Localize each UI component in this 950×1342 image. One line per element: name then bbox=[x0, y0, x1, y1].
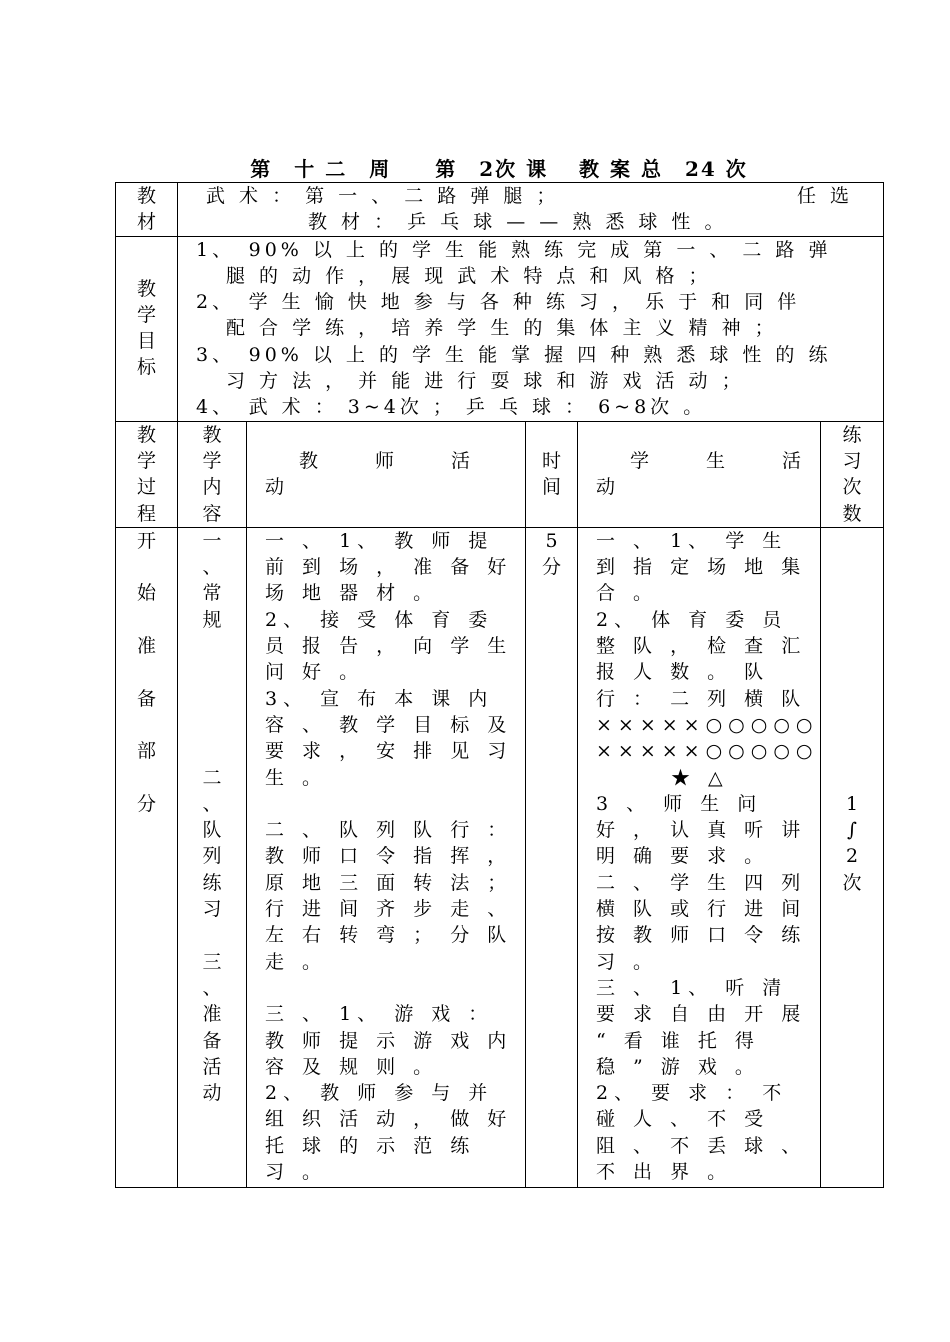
teacher-line: 前 到 场 ， 准 备 好 bbox=[265, 556, 513, 579]
lesson-title: 第 十 二 周 第 2次 课 教 案 总 24 次 bbox=[250, 157, 748, 181]
teacher-line: 员 报 告 ， 向 学 生 bbox=[265, 635, 513, 658]
material-label: 教 材 bbox=[116, 183, 178, 237]
content-line: 列 bbox=[202, 845, 222, 868]
objectives-label: 教 学 目 标 bbox=[116, 236, 178, 421]
student-line: 3 、 师 生 问 bbox=[596, 792, 763, 815]
teacher-line: 教 师 提 示 游 戏 内 bbox=[265, 1029, 513, 1052]
count-line bbox=[821, 659, 883, 685]
content-line: 、 bbox=[202, 792, 222, 815]
student-line: 按 教 师 口 令 练 bbox=[596, 924, 807, 947]
count-line bbox=[821, 686, 883, 712]
objective-2: 2、 学 生 愉 快 地 参 与 各 种 练 习 ， 乐 于 和 同 伴 bbox=[196, 291, 801, 314]
content-line bbox=[178, 712, 246, 738]
time-line: 5 bbox=[545, 529, 558, 552]
count-line: ∫ bbox=[847, 819, 857, 842]
teacher-line: 生 。 bbox=[265, 766, 328, 789]
time-value bbox=[526, 527, 578, 1187]
material-content bbox=[178, 183, 884, 237]
teacher-line: 2、 教 师 参 与 并 bbox=[265, 1082, 494, 1105]
header-count: 练 习 次 数 bbox=[821, 421, 884, 527]
count-line bbox=[821, 580, 883, 606]
student-line: “ 看 谁 托 得 bbox=[596, 1029, 760, 1052]
student-line: 一 、 1、 学 生 bbox=[596, 529, 788, 552]
content-line: 准 bbox=[202, 1003, 222, 1026]
stage-line bbox=[116, 765, 177, 791]
material-line-1: 武 术 ： 第 一 、 二 路 弹 腿 ； bbox=[206, 185, 560, 207]
student-line: 稳 ” 游 戏 。 bbox=[596, 1055, 760, 1078]
teacher-line: 要 求 ， 安 排 见 习 bbox=[265, 740, 513, 763]
content-line bbox=[178, 633, 246, 659]
objective-1: 1、 90% 以 上 的 学 生 能 熟 练 完 成 第 一 、 二 路 弹 bbox=[196, 238, 832, 261]
objective-4: 4、 武 术 ： 3~4次 ； 乒 乓 球 ： 6~8次 。 bbox=[196, 396, 707, 419]
student-line: 习 。 bbox=[596, 950, 659, 973]
student-line: 碰 人 、 不 受 bbox=[596, 1108, 770, 1131]
count-line: 2 bbox=[845, 845, 859, 868]
student-line: ★ △ bbox=[596, 766, 729, 789]
content-line: 、 bbox=[202, 976, 222, 999]
teacher-line: 原 地 三 面 转 法 ； bbox=[265, 871, 513, 894]
teacher-activities bbox=[247, 527, 526, 1187]
content-line bbox=[178, 738, 246, 764]
teacher-line: 场 地 器 材 。 bbox=[265, 582, 439, 605]
teacher-line bbox=[265, 791, 517, 817]
header-time: 时 间 bbox=[526, 421, 578, 527]
count-line bbox=[821, 607, 883, 633]
student-line: 2、 体 育 委 员 bbox=[596, 608, 788, 631]
content-line: 三 bbox=[202, 950, 222, 973]
student-line: 横 队 或 行 进 间 bbox=[596, 898, 807, 921]
content-line: 队 bbox=[202, 819, 222, 842]
count-line: 1 bbox=[845, 792, 859, 815]
student-line: 行 ： 二 列 横 队 bbox=[596, 687, 807, 710]
stage-line: 始 bbox=[136, 582, 156, 605]
count-line bbox=[821, 712, 883, 738]
content-line: 动 bbox=[202, 1082, 222, 1105]
count-line bbox=[821, 765, 883, 791]
teacher-line: 左 右 转 弯 ； 分 队 bbox=[265, 924, 513, 947]
stage-line bbox=[116, 554, 177, 580]
student-line: 到 指 定 场 地 集 bbox=[596, 556, 807, 579]
teacher-line: 二 、 队 列 队 行 ： bbox=[265, 819, 513, 842]
stage-line: 开 bbox=[136, 529, 156, 552]
student-activities bbox=[578, 527, 821, 1187]
lesson-plan-table bbox=[115, 182, 884, 1188]
count-line bbox=[821, 554, 883, 580]
header-row bbox=[116, 421, 884, 527]
opening-section-row bbox=[116, 527, 884, 1187]
teacher-line: 一 、 1、 教 师 提 bbox=[265, 529, 494, 552]
stage-line: 备 bbox=[136, 687, 156, 710]
student-line: 不 出 界 。 bbox=[596, 1160, 733, 1183]
content-line: 、 bbox=[202, 556, 222, 579]
teacher-line: 问 好 。 bbox=[265, 661, 365, 684]
stage-line bbox=[116, 712, 177, 738]
teacher-line bbox=[265, 975, 517, 1001]
teacher-line: 容 及 规 则 。 bbox=[265, 1055, 439, 1078]
teacher-line: 走 。 bbox=[265, 950, 328, 973]
student-line: ×××××○○○○○ bbox=[596, 740, 819, 763]
student-line: 二 、 学 生 四 列 bbox=[596, 871, 807, 894]
student-line: 三 、 1、 听 清 bbox=[596, 976, 788, 999]
content-items bbox=[178, 527, 247, 1187]
stage-line bbox=[116, 659, 177, 685]
content-line bbox=[178, 922, 246, 948]
header-teacher: 教 师 活 动 bbox=[247, 421, 526, 527]
teacher-line: 教 师 口 令 指 挥 ， bbox=[265, 845, 513, 868]
teacher-line: 2、 接 受 体 育 委 bbox=[265, 608, 494, 631]
header-content: 教 学 内 容 bbox=[178, 421, 247, 527]
content-line: 活 bbox=[202, 1055, 222, 1078]
content-line bbox=[178, 659, 246, 685]
material-row bbox=[116, 183, 884, 237]
stage-line: 部 bbox=[136, 740, 156, 763]
student-line: 合 。 bbox=[596, 582, 659, 605]
objectives-list: 1、 90% 以 上 的 学 生 能 熟 练 完 成 第 一 、 二 路 弹 腿 的 动 作 ， 展 现 武 术 特 点 和 风 格 ； 2、 学 生 愉 快 地 参 与 各 种 练 习 ， 乐 于 和 同 伴 配 合 学 练 ， 培 养 学 生 的 集 体 主 义 精 神 ； 3、 90% 以 上 的 学 生 能 掌 握 四 种 熟 悉 球 性 的 练 习 方 法 ， 并 能 进 行 耍 球 和 游 戏 活 动 ； 4、 武 术 ： 3~4次 ； 乒 乓 球 ： 6~8次 。 bbox=[178, 236, 884, 421]
objectives-row bbox=[116, 236, 884, 421]
stage-line bbox=[116, 607, 177, 633]
student-line: 整 队 ， 检 查 汇 bbox=[596, 635, 807, 658]
stage-label bbox=[116, 527, 178, 1187]
count-line bbox=[821, 633, 883, 659]
teacher-line: 三 、 1、 游 戏 ： bbox=[265, 1003, 494, 1026]
count-line: 次 bbox=[842, 871, 862, 894]
teacher-line: 容 、 教 学 目 标 及 bbox=[265, 713, 513, 736]
content-line: 练 bbox=[202, 871, 222, 894]
time-line: 分 bbox=[541, 556, 561, 579]
material-line-2: 教 材 ： 乒 乓 球 — — 熟 悉 球 性 。 bbox=[308, 211, 728, 234]
count-line bbox=[821, 528, 883, 554]
content-line: 常 bbox=[202, 582, 222, 605]
student-line: 2、 要 求 ： 不 bbox=[596, 1082, 788, 1105]
material-optional: 任 选 bbox=[796, 185, 854, 207]
teacher-line: 组 织 活 动 ， 做 好 bbox=[265, 1108, 513, 1131]
content-line: 习 bbox=[202, 898, 222, 921]
teacher-line: 3、 宣 布 本 课 内 bbox=[265, 687, 494, 710]
count-line bbox=[821, 738, 883, 764]
student-line: ×××××○○○○○ bbox=[596, 713, 819, 736]
teacher-line: 托 球 的 示 范 练 bbox=[265, 1134, 476, 1157]
content-line: 二 bbox=[202, 766, 222, 789]
student-line: 要 求 自 由 开 展 bbox=[596, 1003, 807, 1026]
stage-line: 准 bbox=[136, 635, 156, 658]
content-line bbox=[178, 686, 246, 712]
student-line: 阻 、 不 丢 球 、 bbox=[596, 1134, 807, 1157]
stage-line: 分 bbox=[136, 792, 156, 815]
objective-3: 3、 90% 以 上 的 学 生 能 掌 握 四 种 熟 悉 球 性 的 练 bbox=[196, 343, 832, 366]
content-line: 一 bbox=[202, 529, 222, 552]
header-process: 教 学 过 程 bbox=[116, 421, 178, 527]
content-line: 备 bbox=[202, 1029, 222, 1052]
teacher-line: 行 进 间 齐 步 走 、 bbox=[265, 898, 513, 921]
teacher-line: 习 。 bbox=[265, 1160, 328, 1183]
practice-count bbox=[821, 527, 884, 1187]
header-student: 学 生 活 动 bbox=[578, 421, 821, 527]
student-line: 报 人 数 。 队 bbox=[596, 661, 770, 684]
content-line: 规 bbox=[202, 608, 222, 631]
student-line: 明 确 要 求 。 bbox=[596, 845, 770, 868]
student-line: 好 ， 认 真 听 讲 bbox=[596, 819, 807, 842]
